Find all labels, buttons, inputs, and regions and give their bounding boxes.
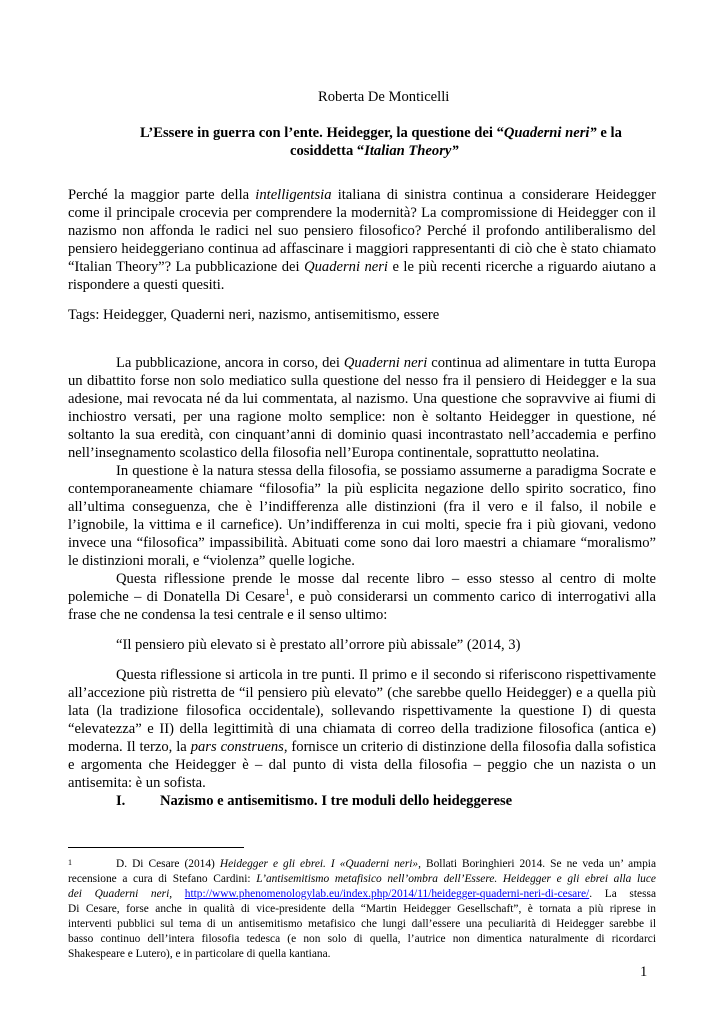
- abstract-line: rispondere a questi quesiti.: [68, 277, 225, 293]
- body-line: polemiche – di Donatella Di Cesare$^1$, e può considerarsi un commento carico di interrogativi alla: [68, 587, 656, 605]
- title-line-1: L’Essere in guerra con l’ente. Heidegger, la questione dei “Quaderni neri” e la: [140, 125, 622, 141]
- section-number: I.: [116, 793, 126, 809]
- body-line: nell’insegnamento scolastico della filosofia nell’Europa continentale, soprattutto neolatina.: [68, 445, 600, 461]
- footnote-line: Di Cesare, forse anche in qualità di vice-presidente della “Martin Heidegger Gesellschaft”, è tornata a più riprese in: [68, 903, 656, 915]
- footnote-line: dei Quaderni neri, http://www.phenomenologylab.eu/index.php/2014/11/heidegger-quaderni-neri-di-cesare/. La stessa: [68, 888, 656, 900]
- abstract-line: pensiero heideggeriano continua ad affascinare i maggiori rappresentanti di ciò che è stato chiamato: [68, 241, 656, 257]
- body-line: inchiostro versati, per una ragione molto semplice: non è soltanto Heidegger in questione, né: [68, 409, 656, 425]
- footnote-line: basso continuo dell’intera filosofia tedesca (e non solo di quella, l’autrice non dimentica naturalmente di ricordarci: [68, 933, 656, 945]
- body-line: contemporaneamente chiamare “filosofia” la più esplicita negazione dello spirito socratico, fino: [68, 481, 656, 497]
- body-line: moderna. Il terzo, la pars construens, fornisce un criterio di distinzione della filosofia dalla sofistica: [68, 739, 656, 755]
- body-line: e argomenta che Heidegger è – dal punto di vista della filosofia – peggio che un nazista o un: [68, 757, 656, 773]
- footnote-line: D. Di Cesare (2014) Heidegger e gli ebrei. I «Quaderni neri», Bollati Boringhieri 2014. Se ne veda un’ ampia: [116, 858, 657, 870]
- abstract-line: nazismo non affonda le radici nel suo pensiero filosofico? Perché il profondo antiliberalismo del: [68, 223, 656, 239]
- abstract-line: Perché la maggior parte della intelligentsia italiana di sinistra continua a considerare Heidegger: [68, 187, 656, 203]
- title-line-2: cosiddetta “Italian Theory”: [290, 143, 459, 159]
- section-heading: [116, 792, 512, 810]
- body-line: La pubblicazione, ancora in corso, dei Quaderni neri continua ad alimentare in tutta Europa: [116, 355, 656, 371]
- body-line: Questa riflessione prende le mosse dal recente libro – esso stesso al centro di molte: [116, 571, 656, 587]
- body-line: l’ignobile, la vittima e il carnefice). Un’indifferenza in cui molti, specie fra i più giovani, vedono: [68, 517, 656, 533]
- body-line: “elevatezza” e II) della legittimità di una chiamata di correo della tradizione filosofica (antica e): [68, 721, 656, 737]
- footnote-link[interactable]: http://www.phenomenologylab.eu/index.php/2014/11/heidegger-quaderni-neri-di-cesare/: [184, 888, 590, 900]
- body-line: invece una “filosofica” impassibilità. Abituati come sono dai loro maestri a chiamare “moralismo”: [68, 535, 656, 551]
- footnote-line: Shakespeare e Lutero), e in particolare di quella kantiana.: [68, 948, 331, 960]
- author-name: Roberta De Monticelli: [318, 89, 450, 105]
- body-line: Questa riflessione si articola in tre punti. Il primo e il secondo si riferiscono rispettivamente: [116, 667, 656, 683]
- body-line: all’ultima conseguenza, che è l’indifferenza alle distinzioni (fra il vero e il falso, il nobile e: [68, 499, 656, 515]
- body-line: frase che ne condensa la tesi centrale e il senso ultimo:: [68, 607, 388, 623]
- body-line: soltanto la sua eredità, con cinquant’anni di dominio quasi incontrastato nell’accademia e perfino: [68, 427, 656, 443]
- body-line: all’accezione più ristretta de “il pensiero più elevato” (che sarebbe quello Heidegger) e a quella più: [68, 685, 656, 701]
- body-line: un dibattito forse non solo mediatico sulla questione del nesso fra il pensiero di Heidegger e la sua: [68, 373, 656, 389]
- body-line: antisemita: è un sofista.: [68, 775, 206, 791]
- body-line: le distinzioni morali, e “violenza” quelle logiche.: [68, 553, 355, 569]
- footnote-line: recensione a cura di Stefano Cardini: L’antisemitismo metafisico nell’ombra dell’Essere. Heidegger e gli ebrei alla luce: [68, 873, 656, 885]
- abstract-line: come il principale crocevia per comprendere la modernità? La compromissione di Heidegger con il: [68, 205, 656, 221]
- page-number: 1: [640, 964, 648, 980]
- footnote-line: interventi pubblici sul tema di un antisemitismo metafisico che lungi dall’essere una peculiarità di Heidegger sarebbe il: [68, 918, 656, 930]
- footnote-reference: 1: [284, 587, 290, 598]
- footnote-mark: 1: [68, 858, 72, 867]
- body-line: lata (la tradizione filosofica occidentale), sollevando rispettivamente la questione I) di questa: [68, 703, 656, 719]
- footnote-separator: [68, 847, 244, 848]
- abstract-line: “Italian Theory”? La pubblicazione dei Quaderni neri e le più recenti ricerche a riguardo aiutano a: [68, 259, 656, 275]
- quote: “Il pensiero più elevato si è prestato all’orrore più abissale” (2014, 3): [116, 637, 521, 653]
- section-title: Nazismo e antisemitismo. I tre moduli dello heideggerese: [160, 793, 513, 809]
- body-line: In questione è la natura stessa della filosofia, se possiamo assumerne a paradigma Socrate e: [116, 463, 656, 479]
- body-line: adesione, mai revocata né da lui commentata, al nazismo. Una questione che sopravvive ai fiumi di: [68, 391, 656, 407]
- tags-line: Tags: Heidegger, Quaderni neri, nazismo, antisemitismo, essere: [68, 307, 440, 323]
